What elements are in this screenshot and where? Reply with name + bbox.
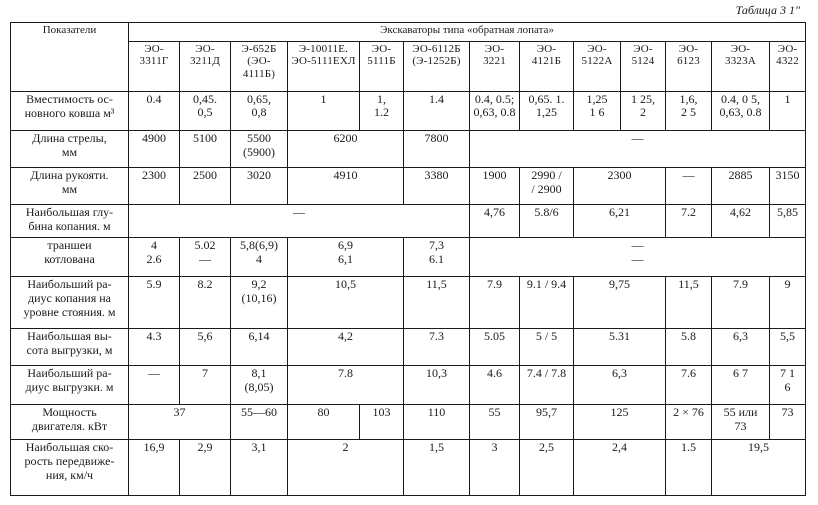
model-header: ЭО- 4121Б bbox=[520, 42, 574, 92]
table-cell: 5,6 bbox=[180, 328, 231, 365]
table-cell: 0,65. 1. 1,25 bbox=[520, 92, 574, 131]
table-cell: 11,5 bbox=[666, 277, 712, 329]
table-cell: 5.31 bbox=[574, 328, 666, 365]
table-cell: 6,14 bbox=[231, 328, 288, 365]
table-cell: 7 1 6 bbox=[770, 366, 806, 405]
table-cell: 7.4 / 7.8 bbox=[520, 366, 574, 405]
table-cell: 1, 1.2 bbox=[360, 92, 404, 131]
table-row-trench bbox=[11, 238, 806, 277]
row-label: Мощность двигателя. кВт bbox=[11, 405, 129, 440]
table-cell: 2,9 bbox=[180, 440, 231, 496]
table-cell: 80 bbox=[288, 405, 360, 440]
table-cell: 7.3 bbox=[404, 328, 470, 365]
table-row-dump-height bbox=[11, 328, 806, 365]
indicators-header: Показатели bbox=[11, 23, 129, 92]
row-label: Наибольшая глу- бина копания. м bbox=[11, 205, 129, 238]
table-cell: 6,21 bbox=[574, 205, 666, 238]
row-label: Длина рукояти. мм bbox=[11, 168, 129, 205]
model-header: ЭО- 5122А bbox=[574, 42, 621, 92]
table-row-power bbox=[11, 405, 806, 440]
table-row-dump-radius bbox=[11, 366, 806, 405]
table-cell: 10,5 bbox=[288, 277, 404, 329]
table-cell: 5,5 bbox=[770, 328, 806, 365]
table-cell: 16,9 bbox=[129, 440, 180, 496]
table-cell: 7.6 bbox=[666, 366, 712, 405]
excavator-spec-table bbox=[10, 22, 806, 496]
table-cell: 37 bbox=[129, 405, 231, 440]
table-cell: 5500 (5900) bbox=[231, 131, 288, 168]
table-cell: 4,62 bbox=[712, 205, 770, 238]
table-cell: 10,3 bbox=[404, 366, 470, 405]
table-cell: 4 2.6 bbox=[129, 238, 180, 277]
table-cell: 5,85 bbox=[770, 205, 806, 238]
table-cell: 19,5 bbox=[712, 440, 806, 496]
table-cell: 7,3 6.1 bbox=[404, 238, 470, 277]
table-cell: 110 bbox=[404, 405, 470, 440]
table-cell: 4900 bbox=[129, 131, 180, 168]
model-header: Э-10011Е. ЭО-5111ЕХЛ bbox=[288, 42, 360, 92]
table-cell: — — bbox=[470, 238, 806, 277]
table-cell: 3380 bbox=[404, 168, 470, 205]
table-cell: 73 bbox=[770, 405, 806, 440]
table-cell: 9,75 bbox=[574, 277, 666, 329]
table-cell: 5.05 bbox=[470, 328, 520, 365]
table-cell: 103 bbox=[360, 405, 404, 440]
table-cell: 3150 bbox=[770, 168, 806, 205]
table-cell: — bbox=[129, 205, 470, 238]
table-cell: 2 × 76 bbox=[666, 405, 712, 440]
table-cell: 1,25 1 6 bbox=[574, 92, 621, 131]
table-cell: 4.6 bbox=[470, 366, 520, 405]
table-cell: 55 bbox=[470, 405, 520, 440]
model-header: ЭО- 3221 bbox=[470, 42, 520, 92]
table-cell: 1 bbox=[288, 92, 360, 131]
table-row-arm bbox=[11, 168, 806, 205]
table-cell: 7.2 bbox=[666, 205, 712, 238]
table-cell: 0.4, 0 5, 0,63, 0.8 bbox=[712, 92, 770, 131]
row-label: Наибольшая ско- рость передвиже- ния, км/ч bbox=[11, 440, 129, 496]
table-cell: 1900 bbox=[470, 168, 520, 205]
table-cell: 6,3 bbox=[574, 366, 666, 405]
table-cell: 5,8(6,9) 4 bbox=[231, 238, 288, 277]
table-cell: 4.3 bbox=[129, 328, 180, 365]
table-caption: Таблица 3 1" bbox=[735, 3, 800, 17]
table-cell: 6200 bbox=[288, 131, 404, 168]
table-cell: 5.8 bbox=[666, 328, 712, 365]
table-cell: 95,7 bbox=[520, 405, 574, 440]
table-cell: 2885 bbox=[712, 168, 770, 205]
table-cell: 2300 bbox=[574, 168, 666, 205]
model-header: ЭО-6112Б (Э-1252Б) bbox=[404, 42, 470, 92]
table-cell: 2,5 bbox=[520, 440, 574, 496]
excavator-group-header: Экскаваторы типа «обратная лопата» bbox=[129, 23, 806, 42]
table-cell: 2990 / / 2900 bbox=[520, 168, 574, 205]
row-label: Наибольший ра- диус копания на уровне стояния. м bbox=[11, 277, 129, 329]
table-cell: 2300 bbox=[129, 168, 180, 205]
table-cell: 3020 bbox=[231, 168, 288, 205]
table-cell: 5100 bbox=[180, 131, 231, 168]
table-cell: 4910 bbox=[288, 168, 404, 205]
table-cell: 7.9 bbox=[470, 277, 520, 329]
row-label: Наибольшая вы- сота выгрузки, м bbox=[11, 328, 129, 365]
table-cell: — bbox=[129, 366, 180, 405]
table-row-bucket bbox=[11, 92, 806, 131]
table-cell: 6,3 bbox=[712, 328, 770, 365]
table-cell: 5.8/6 bbox=[520, 205, 574, 238]
header-row-models bbox=[11, 42, 806, 92]
model-header: ЭО- 4322 bbox=[770, 42, 806, 92]
row-label: Наибольший ра- диус выгрузки. м bbox=[11, 366, 129, 405]
header-row-group bbox=[11, 23, 806, 42]
table-cell: 5 / 5 bbox=[520, 328, 574, 365]
table-cell: 8.2 bbox=[180, 277, 231, 329]
table-row-radius-dig bbox=[11, 277, 806, 329]
table-cell: — bbox=[470, 131, 806, 168]
table-cell: 0.4, 0.5; 0,63, 0.8 bbox=[470, 92, 520, 131]
model-header: ЭО- 6123 bbox=[666, 42, 712, 92]
table-cell: 8,1 (8,05) bbox=[231, 366, 288, 405]
table-cell: 4,76 bbox=[470, 205, 520, 238]
table-cell: 55—60 bbox=[231, 405, 288, 440]
table-cell: 0.4 bbox=[129, 92, 180, 131]
table-cell: 1 25, 2 bbox=[621, 92, 666, 131]
table-cell: 0,65, 0,8 bbox=[231, 92, 288, 131]
table-cell: 3,1 bbox=[231, 440, 288, 496]
table-cell: 1.4 bbox=[404, 92, 470, 131]
table-cell: 7800 bbox=[404, 131, 470, 168]
model-header: ЭО- 3323А bbox=[712, 42, 770, 92]
table-cell: 9.1 / 9.4 bbox=[520, 277, 574, 329]
table-cell: 9 bbox=[770, 277, 806, 329]
row-label: траншеи котлована bbox=[11, 238, 129, 277]
table-cell: 2 bbox=[288, 440, 404, 496]
table-cell: — bbox=[666, 168, 712, 205]
table-cell: 2500 bbox=[180, 168, 231, 205]
model-header: ЭО- 5111Б bbox=[360, 42, 404, 92]
model-header: ЭО- 3311Г bbox=[129, 42, 180, 92]
table-cell: 1.5 bbox=[666, 440, 712, 496]
table-cell: 1,6, 2 5 bbox=[666, 92, 712, 131]
table-cell: 0,45. 0,5 bbox=[180, 92, 231, 131]
table-cell: 2,4 bbox=[574, 440, 666, 496]
table-cell: 5.9 bbox=[129, 277, 180, 329]
table-cell: 7.8 bbox=[288, 366, 404, 405]
table-cell: 3 bbox=[470, 440, 520, 496]
model-header: ЭО- 3211Д bbox=[180, 42, 231, 92]
table-cell: 6 7 bbox=[712, 366, 770, 405]
table-cell: 6,9 6,1 bbox=[288, 238, 404, 277]
model-header: ЭО- 5124 bbox=[621, 42, 666, 92]
table-cell: 7 bbox=[180, 366, 231, 405]
table-cell: 1 bbox=[770, 92, 806, 131]
table-cell: 9,2 (10,16) bbox=[231, 277, 288, 329]
table-cell: 55 или 73 bbox=[712, 405, 770, 440]
table-cell: 7.9 bbox=[712, 277, 770, 329]
table-cell: 11,5 bbox=[404, 277, 470, 329]
table-cell: 4,2 bbox=[288, 328, 404, 365]
row-label: Вместимость ос- новного ковша м³ bbox=[11, 92, 129, 131]
table-cell: 125 bbox=[574, 405, 666, 440]
model-header: Э-652Б (ЭО- 4111Б) bbox=[231, 42, 288, 92]
row-label: Длина стрелы, мм bbox=[11, 131, 129, 168]
table-cell: 1,5 bbox=[404, 440, 470, 496]
table-row-speed bbox=[11, 440, 806, 496]
table-cell: 5.02 — bbox=[180, 238, 231, 277]
table-row-depth bbox=[11, 205, 806, 238]
table-row-boom bbox=[11, 131, 806, 168]
